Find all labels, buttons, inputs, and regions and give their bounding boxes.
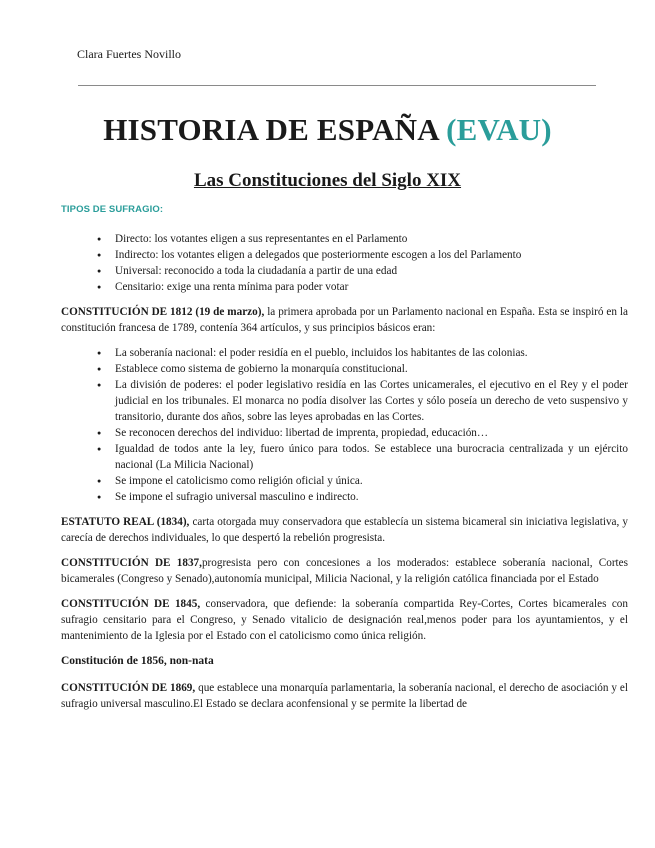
list-item: ● Se impone el catolicismo como religión oficial y única. bbox=[115, 473, 628, 489]
title-accent: (EVAU) bbox=[446, 112, 552, 147]
list-item: ● Directo: los votantes eligen a sus representantes en el Parlamento bbox=[115, 231, 628, 247]
paragraph-1845 bbox=[61, 596, 628, 644]
label-estatuto: ESTATUTO REAL (1834), bbox=[61, 516, 190, 528]
list-item: ● Se impone el sufragio universal masculino e indirecto. bbox=[115, 489, 628, 505]
text-1812: la primera aprobada por un Parlamento nacional en España. Esta se inspiró en la constitución francesa de 1789, contenía 364 artículos, y sus principios básicos eran: bbox=[61, 306, 628, 334]
paragraph-1812 bbox=[61, 304, 628, 336]
text-estatuto: carta otorgada muy conservadora que establecía un sistema bicameral sin iniciativa legislativa, y carecía de derechos individuales, lo que despertó la rebelión progresista. bbox=[61, 516, 629, 544]
list-item: ● Establece como sistema de gobierno la monarquía constitucional. bbox=[115, 361, 628, 377]
suffrage-list bbox=[61, 231, 628, 295]
text-1837: progresista pero con concesiones a los moderados: establece soberanía nacional, Cortes bicamerales (Congreso y Senado),autonomía municipal, Milicia Nacional, y la religión católica financiada por el Estado bbox=[61, 557, 628, 585]
list-item: ● Igualdad de todos ante la ley, fuero único para todos. Se establece una burocracia centralizada y un ejército nacional (La Milicia Nacional) bbox=[115, 441, 628, 473]
header-divider bbox=[78, 85, 596, 86]
section-1856: Constitución de 1856, non-nata bbox=[61, 655, 214, 667]
text-1869: que establece una monarquía parlamentaria, la soberanía nacional, el derecho de asociación y el sufragio universal masculino.El Estado se declara aconfensional y se permite la libertad de bbox=[61, 682, 628, 710]
label-1869: CONSTITUCIÓN DE 1869, bbox=[61, 682, 196, 694]
list-item: ● La división de poderes: el poder legislativo residía en las Cortes unicamerales, el ejecutivo en el Rey y el poder judicial en los tribunales. El monarca no podía disolver las Cortes y sólo poseía un derecho de veto suspensivo y transitorio, durante dos años, sobre las leyes aprobadas en las Cortes. bbox=[115, 377, 628, 425]
list-item: ● Se reconocen derechos del individuo: libertad de imprenta, propiedad, educación… bbox=[115, 425, 628, 441]
text-1845: conservadora, que defiende: la soberanía compartida Rey-Cortes, Cortes bicamerales con sufragio censitario para el Congreso, y Senado vitalicio de designación real,menos poder para los ayuntamientos, y el mantenimiento de la Iglesia por el Estado con el catolicismo como única religión. bbox=[61, 598, 628, 642]
title-main: HISTORIA DE ESPAÑA bbox=[103, 112, 447, 147]
list-item: ● Censitario: exige una renta mínima para poder votar bbox=[115, 279, 628, 295]
paragraph-estatuto bbox=[61, 514, 628, 546]
author-name: Clara Fuertes Novillo bbox=[77, 47, 181, 61]
paragraph-1869 bbox=[61, 680, 628, 712]
page-subtitle: Las Constituciones del Siglo XIX bbox=[193, 170, 462, 191]
page-title bbox=[0, 112, 655, 148]
list-item: ● La soberanía nacional: el poder residía en el pueblo, incluidos los habitantes de las colonias. bbox=[115, 345, 628, 361]
list-item: ● Indirecto: los votantes eligen a delegados que posteriormente escogen a los del Parlamento bbox=[115, 247, 628, 263]
label-1812: CONSTITUCIÓN DE 1812 (19 de marzo), bbox=[61, 306, 265, 318]
label-1837: CONSTITUCIÓN DE 1837, bbox=[61, 557, 202, 569]
document-body bbox=[61, 202, 628, 721]
label-1845: CONSTITUCIÓN DE 1845, bbox=[61, 598, 201, 610]
list-item: ● Universal: reconocido a toda la ciudadanía a partir de una edad bbox=[115, 263, 628, 279]
paragraph-1837 bbox=[61, 555, 628, 587]
list-1812 bbox=[61, 345, 628, 505]
suffrage-heading: TIPOS DE SUFRAGIO: bbox=[61, 204, 164, 215]
